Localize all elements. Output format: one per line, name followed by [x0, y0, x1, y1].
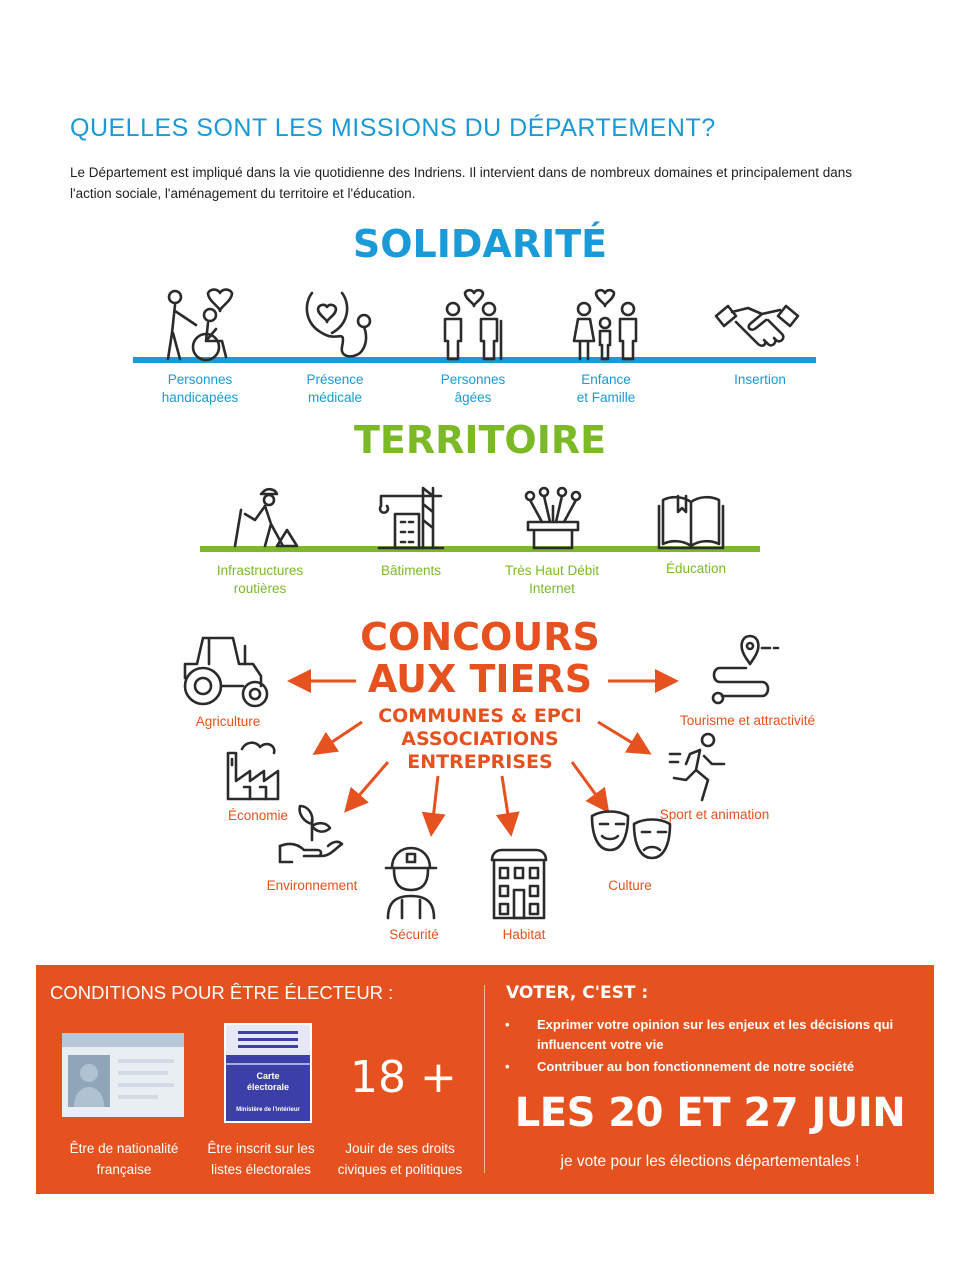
label-enfance-famille: Enfance et Famille [576, 372, 636, 405]
label-culture: Culture [608, 878, 652, 893]
svg-text:Carte: Carte [256, 1071, 280, 1081]
label-economie: Économie [227, 808, 289, 823]
bullet-opinion: Exprimer votre opinion sur les enjeux et les décisions qui influencent votre vie [537, 1017, 894, 1052]
concours-subtitle-entreprises: ENTREPRISES [407, 751, 553, 773]
label-education: Éducation [665, 561, 727, 576]
concours-subtitle-communes: COMMUNES & EPCI [378, 705, 582, 727]
territoire-title: TERRITOIRE [353, 418, 607, 462]
condition-droits: Jouir de ses droits civiques et politiques [337, 1141, 463, 1177]
svg-text:Ministère de l'intérieur: Ministère de l'intérieur [236, 1107, 300, 1113]
house-icon [488, 846, 550, 920]
label-habitat: Habitat [502, 927, 546, 942]
label-personnes-agees: Personnes âgées [440, 372, 506, 405]
factory-icon [222, 735, 292, 803]
conditions-title: CONDITIONS POUR ÊTRE ÉLECTEUR : [50, 982, 394, 1003]
intro-paragraph: Le Département est impliqué dans la vie quotidienne des Indriens. Il intervient dans de nombreux domaines et principalement dans l'action sociale, l'aménagement du territoire et l'éducation. [70, 165, 852, 201]
page-title: QUELLES SONT LES MISSIONS DU DÉPARTEMENT? [70, 114, 716, 142]
id-card-icon [62, 1033, 184, 1117]
age-requirement: 18 + [350, 1052, 457, 1103]
tractor-icon [175, 632, 275, 710]
voter-card-icon [224, 1023, 312, 1123]
label-insertion: Insertion [734, 372, 786, 387]
concours-subtitle-associations: ASSOCIATIONS [401, 728, 559, 750]
concours-title-line1: CONCOURS [360, 615, 600, 659]
label-sport: Sport et animation [659, 807, 770, 822]
map-route-icon [704, 632, 784, 708]
bullet-societe: Contribuer au bon fonctionnement de notre société [537, 1059, 855, 1074]
label-presence-medicale: Présence médicale [306, 372, 364, 405]
label-personnes-handicapees: Personnes handicapées [161, 372, 239, 405]
election-dates: LES 20 ET 27 JUIN [514, 1090, 906, 1136]
solidarite-title: SOLIDARITÉ [352, 222, 608, 266]
label-batiments: Bâtiments [380, 563, 442, 578]
runner-icon [668, 730, 732, 806]
condition-inscrit: Être inscrit sur les listes électorales [207, 1141, 315, 1177]
footer-divider [484, 985, 485, 1173]
vote-text: je vote pour les élections départementales ! [560, 1153, 860, 1170]
svg-text:électorale: électorale [246, 1082, 290, 1092]
condition-nationalite: Être de nationalité française [69, 1141, 179, 1177]
label-infrastructures: Infrastructures routières [216, 563, 304, 596]
firefighter-icon [378, 844, 444, 920]
label-tres-haut-debit: Très Haut Débit Internet [504, 563, 600, 596]
label-agriculture: Agriculture [195, 714, 261, 729]
label-tourisme: Tourisme et attractivité [679, 713, 816, 728]
bullet-dot-2: • [505, 1059, 510, 1074]
voter-title: VOTER, C'EST : [506, 983, 649, 1003]
bullet-dot-1: • [505, 1017, 510, 1032]
concours-title-line2: AUX TIERS [367, 657, 593, 701]
label-securite: Sécurité [389, 927, 439, 942]
label-environnement: Environnement [266, 878, 358, 893]
